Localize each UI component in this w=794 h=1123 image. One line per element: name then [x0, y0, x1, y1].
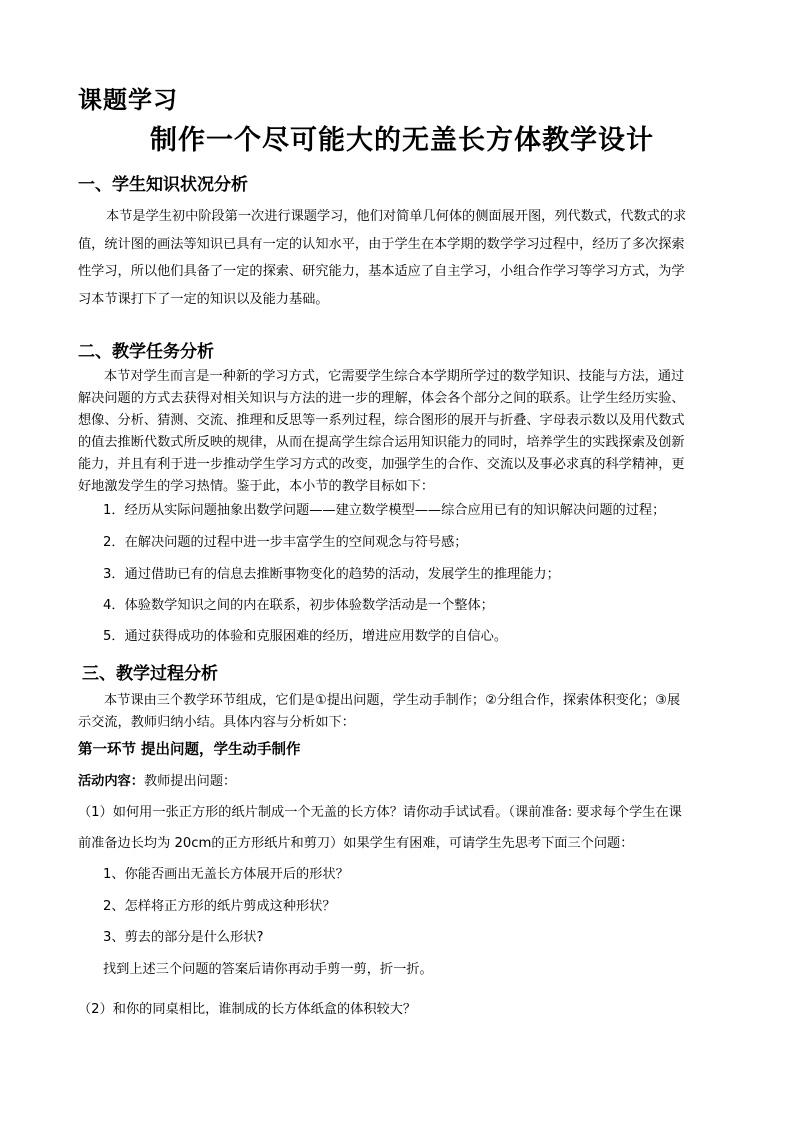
question-1-line-1: （1）如何用一张正方形的纸片制成一个无盖的长方体？请你动手试试看。（课前准备: 要求每个学生在课 — [78, 805, 682, 820]
question-2: （2）和你的同桌相比，谁制成的长方体纸盒的体积较大？ — [78, 1002, 417, 1017]
sub-question-2: 2、怎样将正方形的纸片剪成这种形状？ — [103, 899, 336, 914]
paragraph-line: 能力，并且有利于进一步推动学生学习方式的改变，加强学生的合作、交流以及事必求真的科学精神，更 — [78, 457, 685, 472]
goal-item-1: 1．经历从实际问题抽象出数学问题——建立数学模型——综合应用已有的知识解决问题的过程； — [103, 503, 666, 518]
header-label: 课题学习 — [78, 86, 178, 114]
section-3-heading: 三、教学过程分析 — [82, 664, 218, 684]
goal-item-4: 4．体验数学知识之间的内在联系，初步体验数学活动是一个整体； — [103, 598, 494, 613]
paragraph-line: 值，统计图的画法等知识已具有一定的认知水平，由于学生在本学期的数学学习过程中，经历了多次探索 — [78, 236, 685, 252]
sub-question-3: 3、剪去的部分是什么形状? — [103, 930, 264, 945]
section-2-paragraph — [78, 366, 685, 498]
goal-item-3: 3．通过借助已有的信息去推断事物变化的趋势的活动，发展学生的推理能力； — [103, 567, 560, 582]
activity-line — [78, 770, 236, 789]
section-3-paragraph — [78, 690, 680, 734]
paragraph-line: 想像、分析、猜测、交流、推理和反思等一系列过程，综合图形的展开与折叠、字母表示数以及用代数式 — [78, 413, 685, 428]
question-1-line-2: 前准备边长均为 20cm的正方形纸片和剪刀）如果学生有困难，可请学生先思考下面三个问题： — [78, 836, 634, 851]
paragraph-line: 本节课由三个教学环节组成，它们是①提出问题，学生动手制作；②分组合作，探索体积变化；③展 — [104, 693, 681, 708]
section-1-paragraph — [78, 203, 686, 313]
paragraph-line: 习本节课打下了一定的知识以及能力基础。 — [78, 291, 329, 307]
section-1-heading: 一、学生知识状况分析 — [78, 175, 248, 195]
paragraph-line: 本节是学生初中阶段第一次进行课题学习，他们对简单几何体的侧面展开图，列代数式，代数式的求 — [106, 209, 687, 224]
followup-line: 找到上述三个问题的答案后请你再动手剪一剪，折一折。 — [103, 962, 433, 977]
paragraph-line: 解决问题的方式去获得对相关知识与方法的进一步的理解，体会各个部分之间的联系。让学生经历实验、 — [78, 391, 685, 406]
document-title: 制作一个尽可能大的无盖长方体教学设计 — [150, 125, 654, 156]
step-1-heading: 第一环节 提出问题，学生动手制作 — [78, 742, 301, 758]
section-2-heading: 二、教学任务分析 — [78, 342, 214, 362]
paragraph-line: 好地激发学生的学习热情。鉴于此，本小节的教学目标如下： — [78, 479, 435, 494]
paragraph-line: 的值去推断代数式所反映的规律，从而在提高学生综合运用知识能力的同时，培养学生的实践探索及创新 — [78, 435, 685, 450]
goal-item-5: 5．通过获得成功的体验和克服困难的经历，增进应用数学的自信心。 — [103, 629, 508, 644]
goal-item-2: 2．在解决问题的过程中进一步丰富学生的空间观念与符号感； — [103, 535, 468, 550]
activity-label: 活动内容： — [78, 774, 144, 789]
sub-question-1: 1、你能否画出无盖长方体展开后的形状？ — [103, 867, 349, 882]
paragraph-line: 示交流，教师归纳小结。具体内容与分析如下： — [78, 715, 355, 730]
activity-text: 教师提出问题： — [143, 774, 237, 789]
paragraph-line: 本节对学生而言是一种新的学习方式，它需要学生综合本学期所学过的数学知识、技能与方法，通过 — [104, 369, 685, 384]
paragraph-line: 性学习，所以他们具备了一定的探索、研究能力，基本适应了自主学习，小组合作学习等学习方式，为学 — [78, 264, 685, 279]
